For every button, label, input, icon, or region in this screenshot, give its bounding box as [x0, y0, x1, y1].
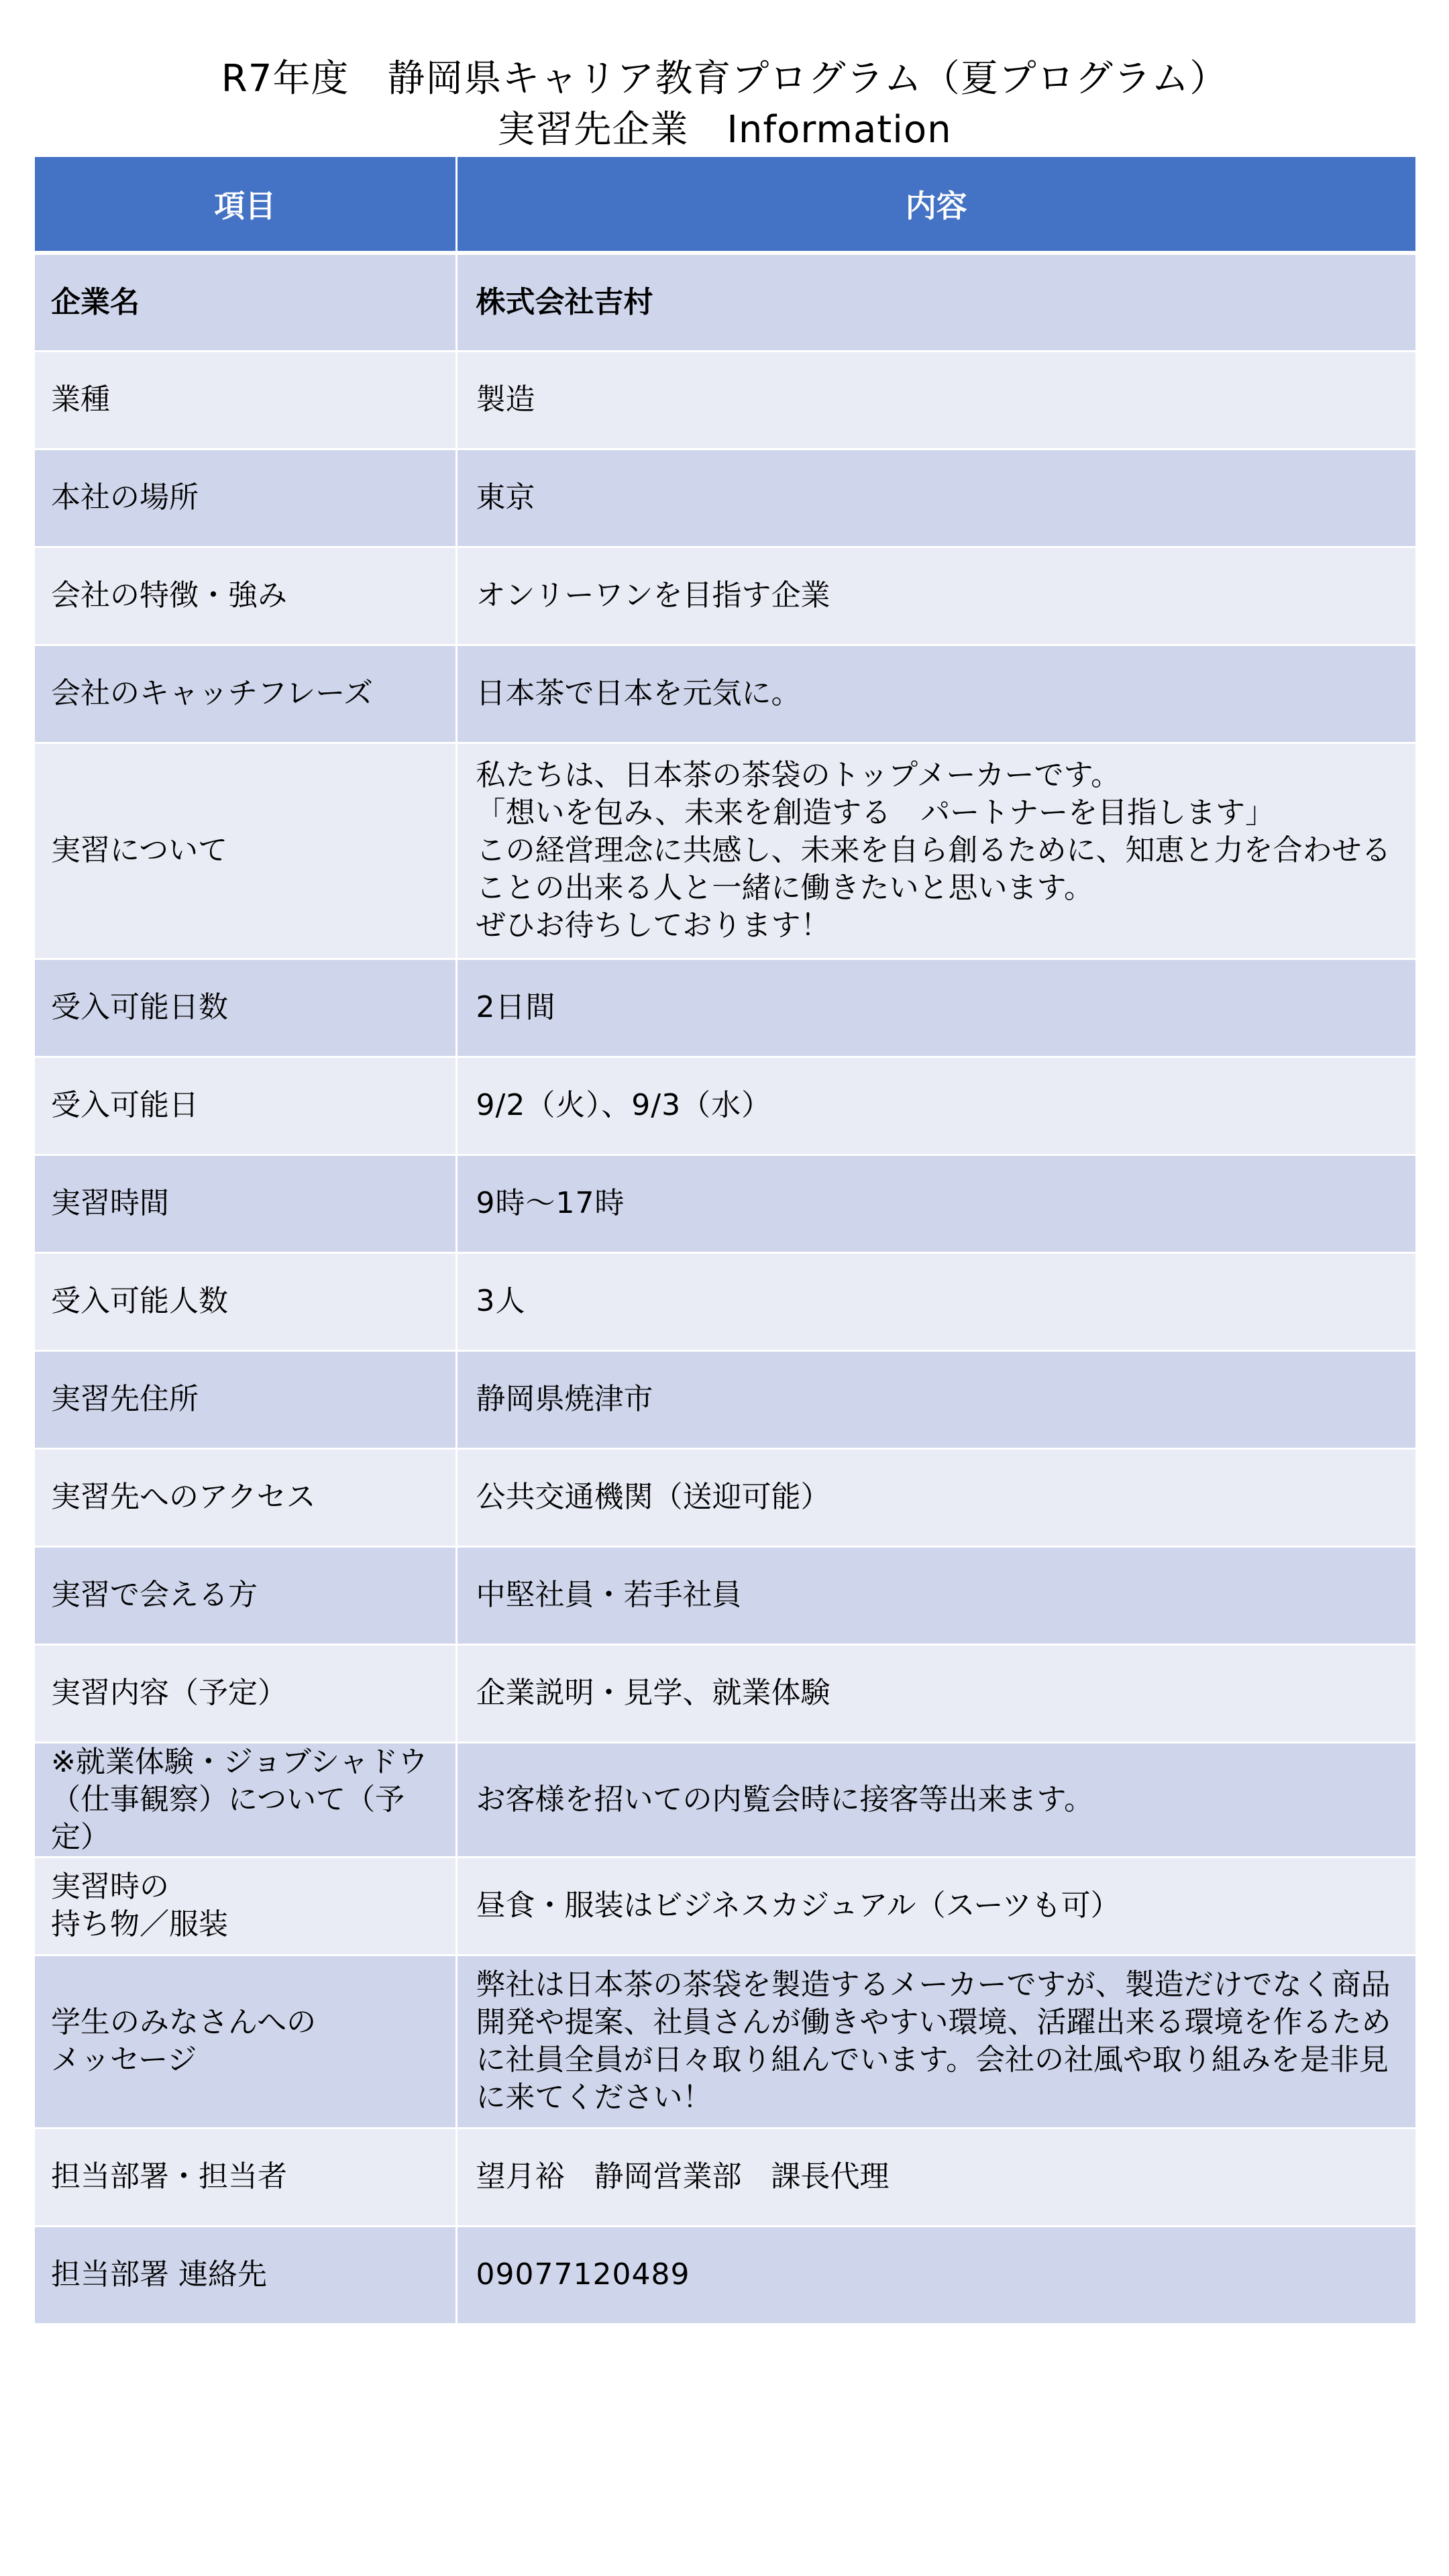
- row-label: 担当部署・担当者: [35, 2128, 456, 2226]
- row-label: 実習先住所: [35, 1350, 456, 1448]
- table-row: [35, 253, 1415, 351]
- row-value: 静岡県焼津市: [456, 1350, 1415, 1448]
- table-row: [35, 743, 1415, 959]
- row-value: 2日間: [456, 959, 1415, 1057]
- table-row: [35, 1742, 1415, 1857]
- table-row: [35, 1546, 1415, 1644]
- table-row: [35, 547, 1415, 645]
- title-line-2: 実習先企業 Information: [497, 108, 952, 152]
- table-row: [35, 1252, 1415, 1350]
- header-item: 項目: [35, 157, 456, 253]
- table-row: [35, 645, 1415, 743]
- row-value: 09077120489: [456, 2226, 1415, 2324]
- row-value: 望月裕 静岡営業部 課長代理: [456, 2128, 1415, 2226]
- row-value: 中堅社員・若手社員: [456, 1546, 1415, 1644]
- row-label: 受入可能人数: [35, 1252, 456, 1350]
- row-value: 9時～17時: [456, 1155, 1415, 1252]
- table-row: [35, 1955, 1415, 2128]
- row-value: 公共交通機関（送迎可能）: [456, 1448, 1415, 1546]
- table-row: [35, 1350, 1415, 1448]
- row-value: 9/2（火）、9/3（水）: [456, 1057, 1415, 1155]
- row-label: 実習で会える方: [35, 1546, 456, 1644]
- table-row: [35, 2226, 1415, 2324]
- table-row: [35, 351, 1415, 449]
- row-label: 担当部署 連絡先: [35, 2226, 456, 2324]
- row-label: 受入可能日数: [35, 959, 456, 1057]
- table-row: [35, 959, 1415, 1057]
- row-label: 実習内容（予定）: [35, 1644, 456, 1742]
- page-title: [0, 54, 1449, 156]
- table-row: [35, 1857, 1415, 1955]
- row-value: 私たちは、日本茶の茶袋のトップメーカーです。 「想いを包み、未来を創造する パートナーを目指します」 この経営理念に共感し、未来を自ら創るために、知恵と力を合わせることの出来る人と一緒に働きたいと思います。 ぜひお待ちしております！: [456, 743, 1415, 959]
- table-row: [35, 1155, 1415, 1252]
- row-label: 会社の特徴・強み: [35, 547, 456, 645]
- table-row: [35, 1448, 1415, 1546]
- row-value: 昼食・服装はビジネスカジュアル（スーツも可）: [456, 1857, 1415, 1955]
- table-row: [35, 1057, 1415, 1155]
- row-label: 学生のみなさんへの メッセージ: [35, 1955, 456, 2128]
- row-label: 企業名: [35, 253, 456, 351]
- row-value: オンリーワンを目指す企業: [456, 547, 1415, 645]
- table-row: [35, 449, 1415, 547]
- row-label: 受入可能日: [35, 1057, 456, 1155]
- row-value: 企業説明・見学、就業体験: [456, 1644, 1415, 1742]
- row-label: 実習時間: [35, 1155, 456, 1252]
- table-row: [35, 2128, 1415, 2226]
- row-value: 製造: [456, 351, 1415, 449]
- row-value: 弊社は日本茶の茶袋を製造するメーカーですが、製造だけでなく商品開発や提案、社員さんが働きやすい環境、活躍出来る環境を作るために社員全員が日々取り組んでいます。会社の社風や取り組みを是非見に来てください！: [456, 1955, 1415, 2128]
- company-info-table: [35, 157, 1415, 2325]
- row-value: お客様を招いての内覧会時に接客等出来ます。: [456, 1742, 1415, 1857]
- table-header-row: [35, 157, 1415, 253]
- row-label: 本社の場所: [35, 449, 456, 547]
- row-value: 日本茶で日本を元気に。: [456, 645, 1415, 743]
- row-label: 会社のキャッチフレーズ: [35, 645, 456, 743]
- title-line-1: R7年度 静岡県キャリア教育プログラム（夏プログラム）: [221, 57, 1228, 101]
- row-label: 業種: [35, 351, 456, 449]
- header-content: 内容: [456, 157, 1415, 253]
- row-label: 実習時の 持ち物／服装: [35, 1857, 456, 1955]
- row-value: 東京: [456, 449, 1415, 547]
- row-value: 3人: [456, 1252, 1415, 1350]
- row-value: 株式会社吉村: [456, 253, 1415, 351]
- row-label: ※就業体験・ジョブシャドウ （仕事観察）について（予定）: [35, 1742, 456, 1857]
- row-label: 実習について: [35, 743, 456, 959]
- row-label: 実習先へのアクセス: [35, 1448, 456, 1546]
- table-row: [35, 1644, 1415, 1742]
